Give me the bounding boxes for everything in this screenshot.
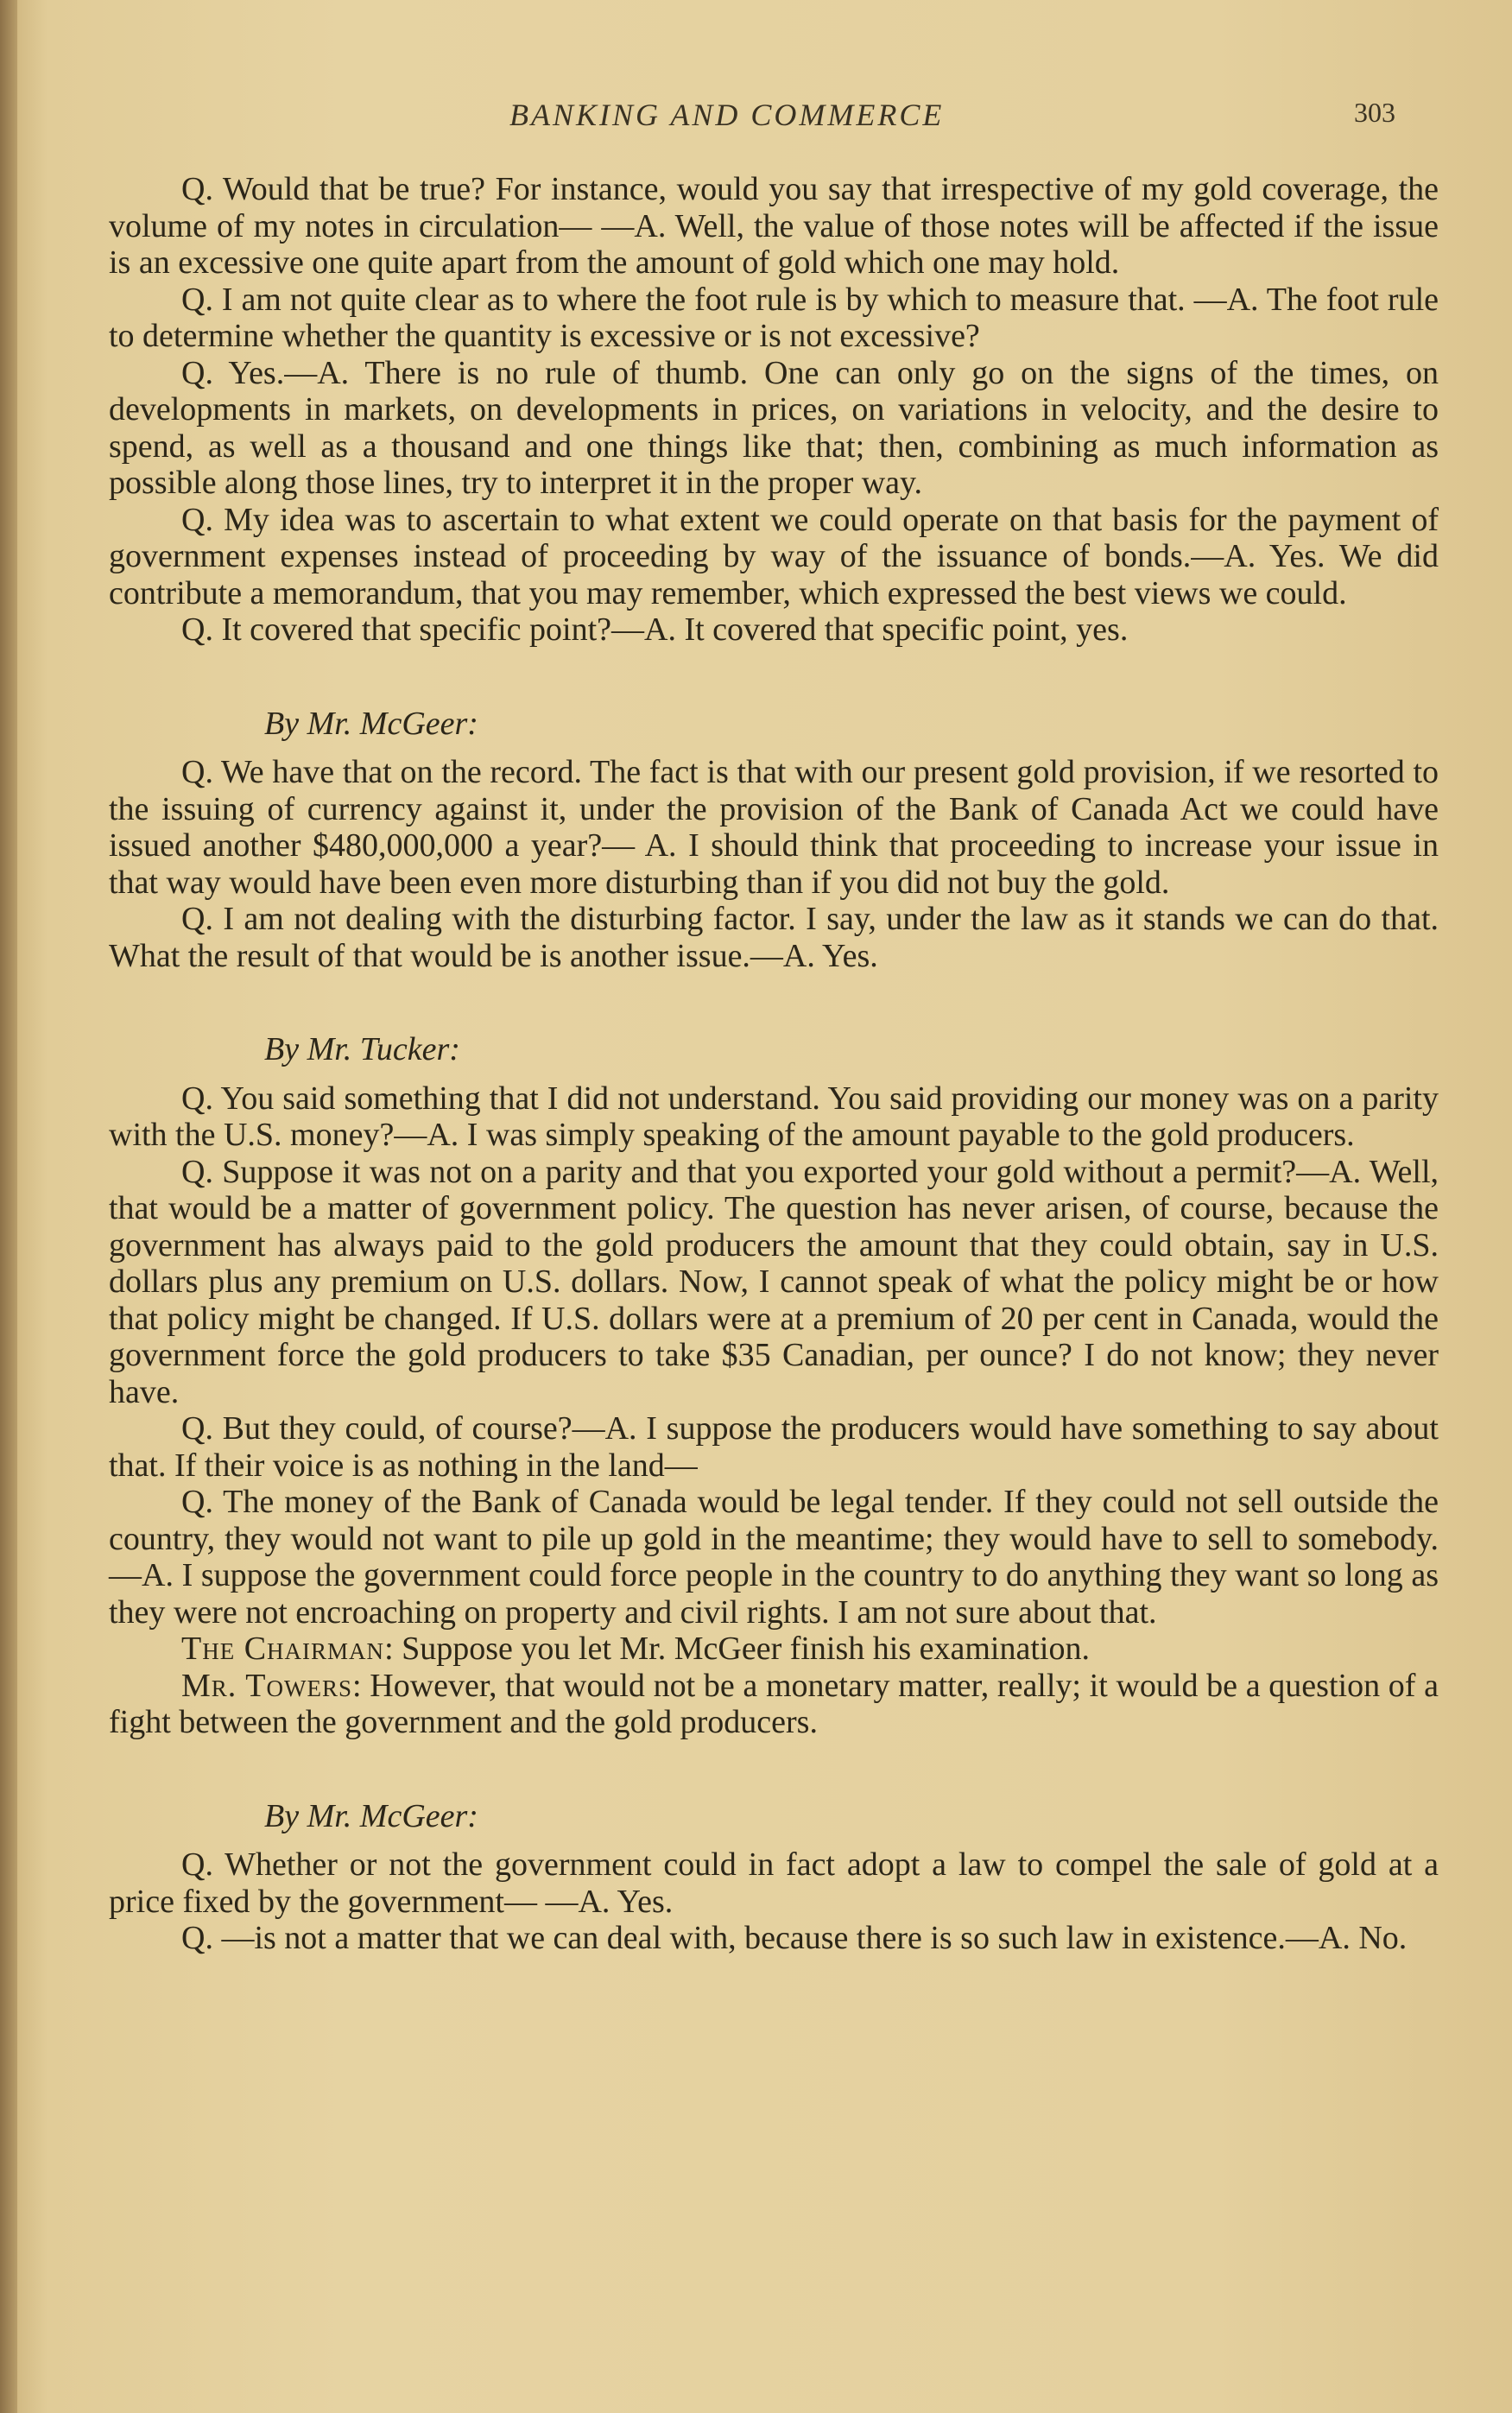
book-binding-edge — [0, 0, 17, 2413]
paragraph: Q. Whether or not the government could in fact adopt a law to compel the sale of gold at a price fixed by the government— —A. Yes. — [109, 1846, 1439, 1920]
page-header — [0, 97, 1512, 140]
examiner-heading: By Mr. McGeer: — [264, 1797, 478, 1834]
paragraph: Q. But they could, of course?—A. I suppose the producers would have something to say about that. If their voice is as nothing in the land— — [109, 1410, 1439, 1484]
speaker-name: Mr. Towers — [181, 1667, 353, 1704]
examiner-heading: By Mr. Tucker: — [264, 1031, 460, 1067]
paragraph: Q. It covered that specific point?—A. It covered that specific point, yes. — [181, 611, 1129, 648]
paragraph: Q. I am not dealing with the disturbing factor. I say, under the law as it stands we can do that. What the result of that would be is another issue.—A. Yes. — [109, 901, 1439, 974]
examiner-heading: By Mr. McGeer: — [264, 705, 478, 742]
paragraph: Q. My idea was to ascertain to what extent we could operate on that basis for the payment of government expenses instead of proceeding by way of the issuance of bonds.—A. Yes. We did contribute a memorandum, that you may remember, which expressed the best views we could. — [109, 501, 1439, 611]
paragraph: Q. We have that on the record. The fact is that with our present gold provision, if we resorted to the issuing of currency against it, under the provision of the Bank of Canada Act we could have issued another $480,000,000 a year?— A. I should think that proceeding to increase your issue in that way would have been even more disturbing than if you did not buy the gold. — [109, 754, 1439, 901]
remark-text: : Suppose you let Mr. McGeer finish his examination. — [384, 1631, 1090, 1667]
paragraph: Q. The money of the Bank of Canada would be legal tender. If they could not sell outside the country, they would not want to pile up gold in the meantime; they would have to sell to somebody.—A. I suppose the government could force people in the country to do anything they want so long as they were not encroaching on property and civil rights. I am not sure about that. — [109, 1484, 1439, 1631]
paragraph: Q. Suppose it was not on a parity and that you exported your gold without a permit?—A. Well, that would be a matter of government policy. The question has never arisen, of course, because the government has always paid to the gold producers the amount that they could obtain, say in U.S. dollars plus any premium on U.S. dollars. Now, I cannot speak of what the policy might be or how that policy might be changed. If U.S. dollars were at a premium of 20 per cent in Canada, would the government force the gold producers to take $35 Canadian, per ounce? I do not know; they never have. — [109, 1153, 1439, 1410]
running-title: BANKING AND COMMERCE — [509, 98, 945, 132]
paragraph: Q. Yes.—A. There is no rule of thumb. One can only go on the signs of the times, on developments in markets, on developments in prices, on variations in velocity, and the desire to spend, as well as a thousand and one things like that; then, combining as much information as possible along those lines, try to interpret it in the proper way. — [109, 354, 1439, 501]
remark-text: : However, that would not be a monetary matter, really; it would be a question of a fight between the government and the gold producers. — [109, 1667, 1439, 1740]
speaker-name: The Chairman — [181, 1631, 385, 1667]
paragraph: Q. I am not quite clear as to where the foot rule is by which to measure that. —A. The foot rule to determine whether the quantity is excessive or is not excessive? — [109, 281, 1439, 354]
page-body — [109, 171, 1439, 1957]
paragraph: Q. —is not a matter that we can deal with, because there is so such law in existence.—A. No. — [181, 1920, 1408, 1956]
paragraph: Q. Would that be true? For instance, would you say that irrespective of my gold coverage, the volume of my notes in circulation— —A. Well, the value of those notes will be affected if the issue is an excessive one quite apart from the amount of gold which one may hold. — [109, 171, 1439, 281]
chairman-remark — [109, 1631, 1439, 1668]
page-number: 303 — [1354, 97, 1395, 128]
towers-remark — [109, 1668, 1439, 1741]
paragraph: Q. You said something that I did not understand. You said providing our money was on a parity with the U.S. money?—A. I was simply speaking of the amount payable to the gold producers. — [109, 1080, 1439, 1153]
